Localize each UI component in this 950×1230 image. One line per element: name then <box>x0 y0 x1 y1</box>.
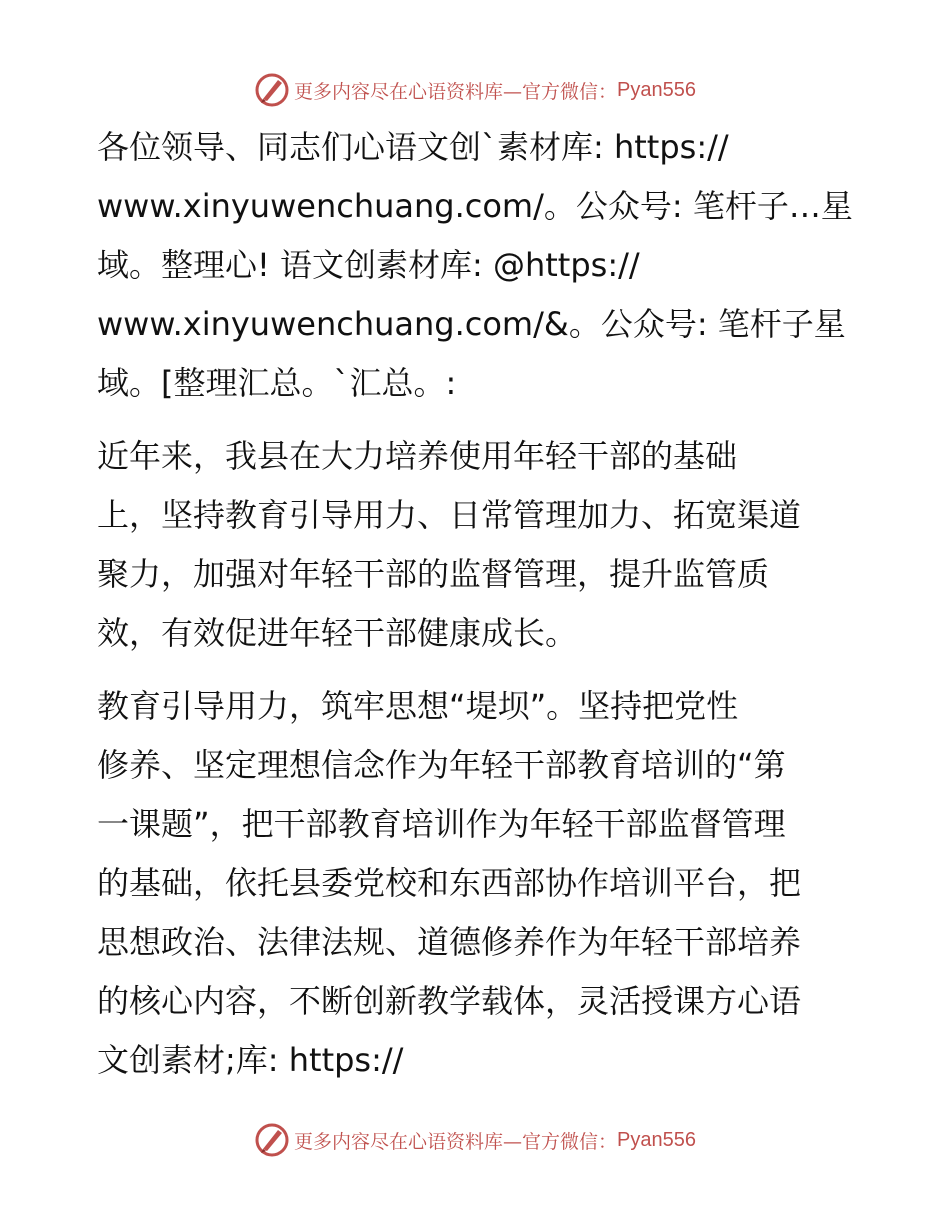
text-line: 域。[整理汇总。`汇总。: <box>97 364 457 402</box>
text-line: 聚力，加强对年轻干部的监督管理，提升监管质 <box>97 555 770 593</box>
text-line: 域。整理心! 语文创素材库: @https:// <box>97 246 640 284</box>
header-banner-id: Pyan556 <box>617 78 696 101</box>
text-line: 效，有效促进年轻干部健康成长。 <box>97 614 578 652</box>
paragraph-overview <box>97 427 857 663</box>
text-line: 文创素材;库: https:// <box>97 1041 404 1079</box>
quill-logo-icon <box>254 72 290 108</box>
text-line: 修养、坚定理想信念作为年轻干部教育培训的“第 <box>97 746 786 784</box>
paragraph-education <box>97 677 857 1090</box>
text-line: 一课题”，把干部教育培训作为年轻干部监督管理 <box>97 805 786 843</box>
header-banner <box>0 70 950 110</box>
text-line: 各位领导、同志们心语文创`素材库: https:// <box>97 128 729 166</box>
text-line: 思想政治、法律法规、道德修养作为年轻干部培养 <box>97 923 802 961</box>
text-line: 教育引导用力，筑牢思想“堤坝”。坚持把党性 <box>97 687 739 725</box>
footer-banner-text: 更多内容尽在心语资料库—官方微信： <box>294 1130 618 1153</box>
text-line: www.xinyuwenchuang.com/。公众号: 笔杆子…星 <box>97 187 853 225</box>
text-line: 的基础，依托县委党校和东西部协作培训平台，把 <box>97 864 802 902</box>
text-line: 的核心内容，不断创新教学载体，灵活授课方心语 <box>97 982 802 1020</box>
paragraph-intro <box>97 118 857 413</box>
text-line: www.xinyuwenchuang.com/&。公众号: 笔杆子星 <box>97 305 846 343</box>
footer-banner-id: Pyan556 <box>617 1128 696 1151</box>
text-line: 近年来，我县在大力培养使用年轻干部的基础 <box>97 437 738 475</box>
document-body <box>97 118 857 1104</box>
text-line: 上，坚持教育引导用力、日常管理加力、拓宽渠道 <box>97 496 802 534</box>
footer-banner <box>0 1120 950 1160</box>
quill-logo-icon <box>254 1122 290 1158</box>
header-banner-text: 更多内容尽在心语资料库—官方微信： <box>294 80 618 103</box>
